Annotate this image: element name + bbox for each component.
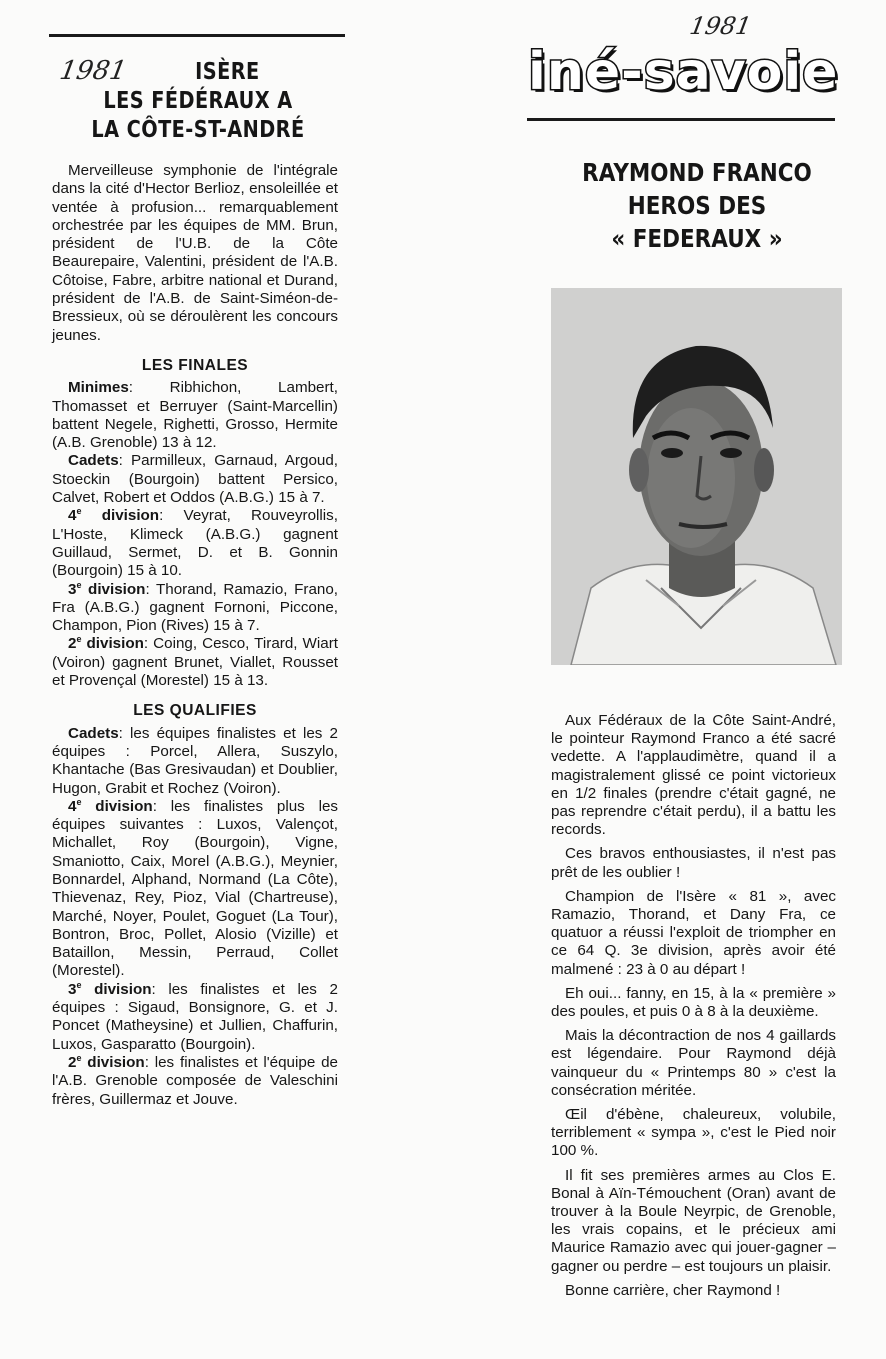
finales-heading: LES FINALES [141,356,249,374]
portrait-photo [551,288,842,665]
finale-4e-division: 4e division: Veyrat, Rouveyrollis, L'Hoste, Klimeck (A.B.G.) gagnent Guillaud, Sermet, D. et B. Gonnin (Bourgoin) 15 à 10. [52,506,338,580]
right-masthead-rule [527,118,835,121]
finale-cadets: Cadets: Parmilleux, Garnaud, Argoud, Stoeckin (Bourgoin) battent Persico, Calvet, Robert et Oddos (A.B.G.) 15 à 7. [52,452,338,507]
portrait-photo-drawing [551,288,842,665]
qualifies-cadets: Cadets: les équipes finalistes et les 2 équipes : Porcel, Allera, Suszylo, Khantache (Bas Gresivaudan) et Doublier, Hugon, Grabit et Rochez (Voiron). [52,724,338,797]
right-year-handwritten: 1981 [687,12,754,40]
finale-minimes: Minimes: Ribhichon, Lambert, Thomasset et Berruyer (Saint-Marcellin) battent Negele, Righetti, Grosso, Hermite (A.B. Grenoble) 13 à 12. [52,379,338,452]
right-headline-line-1: RAYMOND FRANCO [582,158,812,187]
finale-2e-division: 2e division: Coing, Cesco, Tirard, Wiart (Voiron) gagnent Brunet, Viallet, Rousset et Provençal (Morestel) 15 à 13. [52,634,338,690]
qualifies-heading: LES QUALIFIES [133,702,257,720]
left-headline-line-2: LES FÉDÉRAUX A [103,88,293,114]
right-headline-line-3: « FEDERAUX » [611,224,783,253]
right-article-body [551,712,836,1306]
right-headline [572,156,821,255]
right-paragraph-4: Eh oui... fanny, en 15, à la « première » des poules, et puis 0 à 8 à la deuxième. [551,984,836,1021]
left-article-body [52,162,338,1109]
left-headline-line-1: ISÈRE [195,59,260,85]
finale-3e-division: 3e division: Thorand, Ramazio, Frano, Fra (A.B.G.) gagnent Fornoni, Piccone, Champon, Pion (Rives) 15 à 7. [52,579,338,635]
right-paragraph-8: Bonne carrière, cher Raymond ! [565,1281,781,1299]
left-headline-line-3: LA CÔTE-ST-ANDRÉ [91,117,305,143]
right-paragraph-7: Il fit ses premières armes au Clos E. Bonal à Aïn-Témouchent (Oran) avant de trouver à la Boule Neyrpic, de Grenoble, les vrais copains, et le précieux ami Maurice Ramazio avec qui jouer-gagner – gagner ou perdre – est toujours un plaisir. [551,1166,836,1275]
right-headline-line-2: HEROS DES [627,191,767,220]
left-year-handwritten: 1981 [57,56,129,86]
right-paragraph-3: Champion de l'Isère « 81 », avec Ramazio, Thorand, et Dany Fra, ce quatuor a réussi l'exploit de triompher en ce 64 Q. 3e division, après avoir été malmené : 23 à 0 au départ ! [551,887,836,978]
masthead: iné-savoie [528,42,839,102]
right-paragraph-6: Œil d'ébène, chaleureux, volubile, terriblement « sympa », c'est le Pied noir 100 %. [551,1106,836,1160]
right-paragraph-5: Mais la décontraction de nos 4 gaillards est légendaire. Pour Raymond déjà vainqueur du « Printemps 80 » c'est la consécration méritée. [551,1027,836,1099]
left-top-rule [49,34,345,37]
right-paragraph-2: Ces bravos enthousiastes, il n'est pas prêt de les oublier ! [551,845,836,881]
right-paragraph-1: Aux Fédéraux de la Côte Saint-André, le pointeur Raymond Franco a été sacré vedette. A l'applaudimètre, quand il a magistralement glissé ce point victorieux en 1/2 finales (prendre c'était gagné, ne pas reprendre c'était perdu), il a battu les records. [551,712,836,839]
qualifies-4e-division: 4e division: les finalistes plus les équipes suivantes : Luxos, Valençot, Michallet, Roy (Bourgoin), Vigne, Smaniotto, Caix, Morel (A.B.G.), Meynier, Bonnardel, Alphand, Normand (La Côte), Thievenaz, Rey, Pioz, Vial (Chartreuse), Marché, Noyer, Poulet, Goguet (La Tour), Bontron, Broc, Pollet, Alosio (Vizille) et Bataillon, Messin, Perraud, Collet (Morestel). [52,796,338,980]
left-intro: Merveilleuse symphonie de l'intégrale dans la cité d'Hector Berlioz, ensoleillée et ventée à profusion... remarquablement orchestrée par les équipes de MM. Brun, président de l'U.B. de la Côte Beaurepaire, Valentini, président de l'A.B. Côtoise, Fabre, arbitre national et Durand, président de l'A.B. de Saint-Siméon-de-Bressieux, où se déroulèrent les concours jeunes. [52,162,338,344]
qualifies-3e-division: 3e division: les finalistes et les 2 équipes : Sigaud, Bonsignore, G. et J. Poncet (Matheysine) et Jullien, Chaffurin, Luxos, Gasparatto (Bourgoin). [52,979,338,1053]
left-headline [75,58,320,145]
qualifies-2e-division: 2e division: les finalistes et l'équipe de l'A.B. Grenoble composée de Valeschini frères, Guillermaz et Jouve. [52,1052,338,1108]
